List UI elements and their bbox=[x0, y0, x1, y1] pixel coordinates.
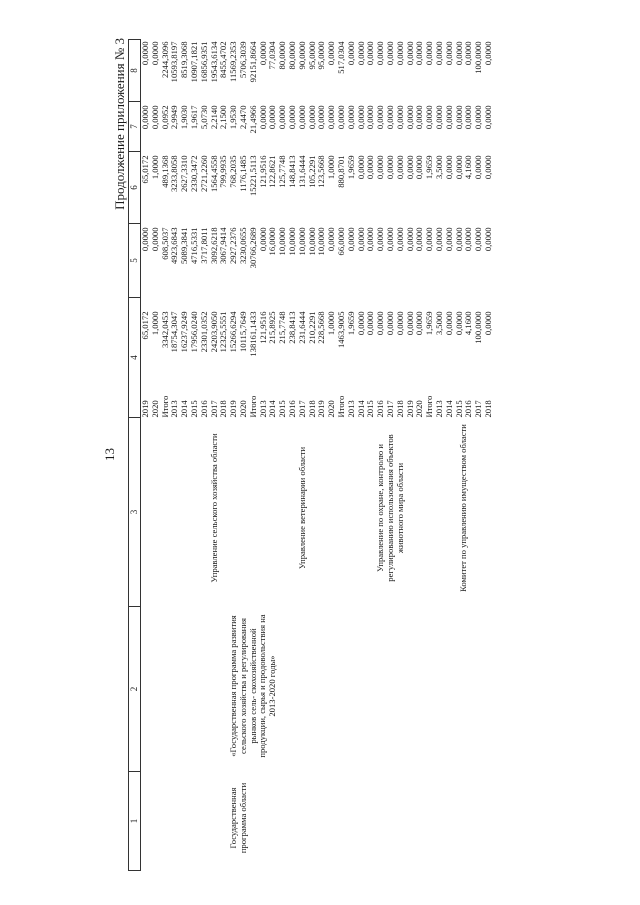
local-cell: 0,0000 bbox=[453, 105, 464, 130]
federal-cell: 0,0000 bbox=[443, 227, 454, 252]
local-cell: 2,2140 bbox=[208, 105, 219, 130]
appendix-table bbox=[128, 39, 494, 871]
federal-cell: 0,0000 bbox=[355, 227, 366, 252]
year-cell: 2015 bbox=[365, 400, 376, 418]
executor-cell: Управление ветеринарии области bbox=[296, 446, 307, 570]
total-cell: 3,5000 bbox=[433, 311, 444, 336]
local-cell: 21,4966 bbox=[247, 105, 258, 134]
year-cell: 2016 bbox=[286, 400, 297, 418]
total-cell: 3342,0453 bbox=[159, 311, 170, 349]
local-cell: 0,0000 bbox=[473, 105, 484, 130]
federal-cell: 3230,0655 bbox=[237, 227, 248, 265]
other-cell: 0,0000 bbox=[365, 41, 376, 66]
col-header-6: 6 bbox=[129, 152, 141, 224]
other-cell: 95,0000 bbox=[306, 41, 317, 70]
local-cell: 0,0000 bbox=[482, 105, 493, 130]
regional-cell: 2330,3472 bbox=[188, 155, 199, 193]
federal-cell: 2927,2376 bbox=[228, 227, 239, 265]
year-cell: 2018 bbox=[218, 400, 229, 418]
other-cell: 90,0000 bbox=[296, 41, 307, 70]
year-cell: 2020 bbox=[149, 400, 160, 418]
total-cell: 12325,5551 bbox=[218, 311, 229, 353]
regional-cell: 0,0000 bbox=[375, 155, 386, 180]
total-cell: 121,9516 bbox=[257, 311, 268, 344]
other-cell: 95,0000 bbox=[316, 41, 327, 70]
total-cell: 238,8413 bbox=[286, 311, 297, 344]
local-cell: 0,0000 bbox=[277, 105, 288, 130]
regional-cell: 880,8701 bbox=[335, 155, 346, 188]
year-cell: 2018 bbox=[482, 400, 493, 418]
other-cell: 92151,8664 bbox=[247, 41, 258, 83]
total-cell: 24203,9050 bbox=[208, 311, 219, 353]
other-cell: 2244,3096 bbox=[159, 41, 170, 79]
total-cell: 0,0000 bbox=[404, 311, 415, 336]
program-type-cell: Государственная программа области bbox=[228, 782, 248, 854]
col-header-8: 8 bbox=[129, 40, 141, 102]
other-cell: 80,0000 bbox=[277, 41, 288, 70]
local-cell: 2,9949 bbox=[169, 105, 180, 130]
total-cell: 4,1600 bbox=[463, 311, 474, 336]
local-cell: 1,9030 bbox=[179, 105, 190, 130]
executor-cell: Комитет по управлению имуществом области bbox=[458, 424, 469, 592]
local-cell: 5,0730 bbox=[198, 105, 209, 130]
local-cell: 0,0952 bbox=[159, 105, 170, 130]
total-cell: 0,0000 bbox=[443, 311, 454, 336]
local-cell: 0,0000 bbox=[326, 105, 337, 130]
total-cell: 16237,9249 bbox=[179, 311, 190, 353]
program-name-cell: «Государственная программа развития сельского хозяйства и регулирования рынков сель- скохозяйственной продукции, сырья и продовольствия на 2013-2020 годы» bbox=[228, 614, 278, 758]
total-cell: 1463,9005 bbox=[335, 311, 346, 349]
other-cell: 0,0000 bbox=[140, 41, 150, 66]
regional-cell: 15221,5113 bbox=[247, 155, 258, 197]
col-header-5: 5 bbox=[129, 224, 141, 298]
year-cell: 2016 bbox=[198, 400, 209, 418]
regional-cell: 3,5000 bbox=[433, 155, 444, 180]
regional-cell: 0,0000 bbox=[404, 155, 415, 180]
local-cell: 0,0000 bbox=[404, 105, 415, 130]
year-cell: 2014 bbox=[355, 400, 366, 418]
local-cell: 2,4470 bbox=[237, 105, 248, 130]
other-cell: 0,0000 bbox=[149, 41, 160, 66]
federal-cell: 0,0000 bbox=[365, 227, 376, 252]
local-cell: 0,0000 bbox=[394, 105, 405, 130]
local-cell: 0,0000 bbox=[345, 105, 356, 130]
year-cell: 2013 bbox=[257, 400, 268, 418]
regional-cell: 2627,3310 bbox=[179, 155, 190, 193]
federal-cell: 10,0000 bbox=[306, 227, 317, 256]
other-cell: 0,0000 bbox=[394, 41, 405, 66]
federal-cell: 3092,6218 bbox=[208, 227, 219, 265]
total-cell: 210,2291 bbox=[306, 311, 317, 344]
other-cell: 0,0000 bbox=[375, 41, 386, 66]
other-cell: 0,0000 bbox=[424, 41, 435, 66]
regional-cell: 1,9659 bbox=[424, 155, 435, 180]
total-cell: 23301,0352 bbox=[198, 311, 209, 353]
total-cell: 231,6444 bbox=[296, 311, 307, 344]
other-cell: 5706,3039 bbox=[237, 41, 248, 79]
local-cell: 0,0000 bbox=[384, 105, 395, 130]
total-cell: 100,0000 bbox=[473, 311, 484, 344]
year-cell: 2020 bbox=[414, 400, 425, 418]
local-cell: 0,0000 bbox=[316, 105, 327, 130]
federal-cell: 10,0000 bbox=[277, 227, 288, 256]
total-cell: 215,7748 bbox=[277, 311, 288, 344]
year-cell: 2017 bbox=[473, 400, 484, 418]
federal-cell: 0,0000 bbox=[384, 227, 395, 252]
other-cell: 77,0304 bbox=[267, 41, 278, 70]
year-cell: 2013 bbox=[433, 400, 444, 418]
federal-cell: 3067,9414 bbox=[218, 227, 229, 265]
year-cell: 2014 bbox=[179, 400, 190, 418]
executor-cell bbox=[141, 418, 171, 607]
year-cell: 2017 bbox=[296, 400, 307, 418]
federal-cell: 0,0000 bbox=[140, 227, 150, 252]
regional-cell: 0,0000 bbox=[473, 155, 484, 180]
year-cell: 2014 bbox=[443, 400, 454, 418]
other-cell: 11569,2353 bbox=[228, 41, 239, 83]
federal-cell: 0,0000 bbox=[473, 227, 484, 252]
federal-cell: 30766,2689 bbox=[247, 227, 258, 269]
year-cell: 2016 bbox=[375, 400, 386, 418]
year-cell: 2015 bbox=[453, 400, 464, 418]
federal-cell: 0,0000 bbox=[394, 227, 405, 252]
local-cell: 0,0000 bbox=[149, 105, 160, 130]
federal-cell: 0,0000 bbox=[453, 227, 464, 252]
federal-cell: 10,0000 bbox=[296, 227, 307, 256]
year-cell: 2013 bbox=[169, 400, 180, 418]
regional-cell: 122,8621 bbox=[267, 155, 278, 188]
regional-cell: 123,5668 bbox=[316, 155, 327, 188]
regional-cell: 2721,2260 bbox=[198, 155, 209, 193]
local-cell: 0,0000 bbox=[375, 105, 386, 130]
regional-cell: 1,0000 bbox=[149, 155, 160, 180]
year-cell: 2015 bbox=[188, 400, 199, 418]
year-cell: 2019 bbox=[228, 400, 239, 418]
total-cell: 1,9659 bbox=[424, 311, 435, 336]
regional-cell: 121,9516 bbox=[257, 155, 268, 188]
regional-cell: 0,0000 bbox=[355, 155, 366, 180]
other-cell: 517,0304 bbox=[335, 41, 346, 74]
local-cell: 0,0000 bbox=[433, 105, 444, 130]
year-cell: 2013 bbox=[345, 400, 356, 418]
local-cell: 0,0000 bbox=[335, 105, 346, 130]
federal-cell: 0,0000 bbox=[326, 227, 337, 252]
total-cell: 0,0000 bbox=[384, 311, 395, 336]
federal-cell: 608,5037 bbox=[159, 227, 170, 260]
col-header-4: 4 bbox=[129, 298, 141, 418]
year-cell: Итого bbox=[159, 395, 170, 418]
regional-cell: 131,6444 bbox=[296, 155, 307, 188]
other-cell: 100,0000 bbox=[473, 41, 484, 74]
federal-cell: 0,0000 bbox=[482, 227, 493, 252]
local-cell: 0,0000 bbox=[267, 105, 278, 130]
other-cell: 0,0000 bbox=[463, 41, 474, 66]
other-cell: 19543,6134 bbox=[208, 41, 219, 83]
federal-cell: 66,0000 bbox=[335, 227, 346, 256]
continuation-note: Продолжение приложения № 3 bbox=[112, 38, 127, 210]
year-cell: 2015 bbox=[277, 400, 288, 418]
table-body bbox=[141, 40, 494, 871]
col-header-7: 7 bbox=[129, 102, 141, 152]
total-cell: 65,0172 bbox=[140, 311, 150, 340]
year-cell: 2016 bbox=[463, 400, 474, 418]
other-cell: 0,0000 bbox=[414, 41, 425, 66]
regional-cell: 148,8413 bbox=[286, 155, 297, 188]
total-cell: 0,0000 bbox=[453, 311, 464, 336]
federal-cell: 3717,8011 bbox=[198, 227, 209, 264]
federal-cell: 0,0000 bbox=[257, 227, 268, 252]
federal-cell: 4923,6843 bbox=[169, 227, 180, 265]
other-cell: 10907,1821 bbox=[188, 41, 199, 83]
regional-cell: 65,0172 bbox=[140, 155, 150, 184]
total-cell: 0,0000 bbox=[375, 311, 386, 336]
federal-cell: 0,0000 bbox=[404, 227, 415, 252]
other-cell: 0,0000 bbox=[443, 41, 454, 66]
regional-cell: 1176,1485 bbox=[237, 155, 248, 192]
local-cell: 0,0000 bbox=[257, 105, 268, 130]
total-cell: 15266,6294 bbox=[228, 311, 239, 353]
regional-cell: 0,0000 bbox=[365, 155, 376, 180]
federal-cell: 0,0000 bbox=[463, 227, 474, 252]
local-cell: 0,0000 bbox=[365, 105, 376, 130]
year-cell: 2018 bbox=[306, 400, 317, 418]
other-cell: 0,0000 bbox=[345, 41, 356, 66]
other-cell: 0,0000 bbox=[433, 41, 444, 66]
other-cell: 0,0000 bbox=[453, 41, 464, 66]
regional-cell: 0,0000 bbox=[414, 155, 425, 180]
other-cell: 16856,9351 bbox=[198, 41, 209, 83]
col-header-1: 1 bbox=[129, 772, 141, 871]
other-cell: 8455,4702 bbox=[218, 41, 229, 79]
year-cell: 2017 bbox=[384, 400, 395, 418]
other-cell: 0,0000 bbox=[384, 41, 395, 66]
local-cell: 0,0000 bbox=[306, 105, 317, 130]
col-header-3: 3 bbox=[129, 418, 141, 607]
federal-cell: 16,0000 bbox=[267, 227, 278, 256]
year-cell: 2018 bbox=[394, 400, 405, 418]
total-cell: 228,5668 bbox=[316, 311, 327, 344]
federal-cell: 0,0000 bbox=[149, 227, 160, 252]
regional-cell: 105,2291 bbox=[306, 155, 317, 188]
regional-cell: 0,0000 bbox=[482, 155, 493, 180]
regional-cell: 125,7748 bbox=[277, 155, 288, 188]
year-cell: 2020 bbox=[237, 400, 248, 418]
year-cell: 2014 bbox=[267, 400, 278, 418]
federal-cell: 5089,3841 bbox=[179, 227, 190, 265]
total-cell: 1,0000 bbox=[326, 311, 337, 336]
year-cell: 2019 bbox=[404, 400, 415, 418]
local-cell: 0,0000 bbox=[296, 105, 307, 130]
page-number: 13 bbox=[102, 448, 117, 461]
federal-cell: 0,0000 bbox=[424, 227, 435, 252]
regional-cell: 3233,8058 bbox=[169, 155, 180, 193]
total-cell: 1,9659 bbox=[345, 311, 356, 336]
total-cell: 0,0000 bbox=[355, 311, 366, 336]
local-cell: 0,0000 bbox=[463, 105, 474, 130]
regional-cell: 489,1368 bbox=[159, 155, 170, 188]
year-cell: 2020 bbox=[326, 400, 337, 418]
rotated-page bbox=[96, 32, 606, 877]
local-cell: 0,0000 bbox=[140, 105, 150, 130]
federal-cell: 0,0000 bbox=[345, 227, 356, 252]
total-cell: 17956,0240 bbox=[188, 311, 199, 353]
regional-cell: 1,0000 bbox=[326, 155, 337, 180]
regional-cell: 4,1600 bbox=[463, 155, 474, 180]
year-cell: 2017 bbox=[208, 400, 219, 418]
total-cell: 138161,1433 bbox=[247, 311, 258, 357]
year-cell: Итого bbox=[424, 395, 435, 418]
executor-cell: Управление по охране, контролю и регулированию использования объектов животного мира области bbox=[375, 434, 405, 582]
federal-cell: 0,0000 bbox=[433, 227, 444, 252]
regional-cell: 1,9659 bbox=[345, 155, 356, 180]
other-cell: 8519,3068 bbox=[179, 41, 190, 79]
total-cell: 18754,3047 bbox=[169, 311, 180, 353]
other-cell: 0,0000 bbox=[482, 41, 493, 66]
total-cell: 10115,7649 bbox=[237, 311, 248, 353]
local-cell: 1,9617 bbox=[188, 105, 199, 130]
regional-cell: 0,0000 bbox=[453, 155, 464, 180]
local-cell: 0,0000 bbox=[424, 105, 435, 130]
other-cell: 80,0000 bbox=[286, 41, 297, 70]
local-cell: 0,0000 bbox=[414, 105, 425, 130]
total-cell: 0,0000 bbox=[414, 311, 425, 336]
other-cell: 0,0000 bbox=[404, 41, 415, 66]
regional-cell: 1564,4558 bbox=[208, 155, 219, 193]
local-cell: 0,0000 bbox=[443, 105, 454, 130]
year-cell: 2019 bbox=[140, 400, 150, 418]
regional-cell: 768,2035 bbox=[228, 155, 239, 188]
executor-cell: Управление сельского хозяйства области bbox=[208, 433, 219, 583]
regional-cell: 799,9935 bbox=[218, 155, 229, 188]
total-cell: 0,0000 bbox=[365, 311, 376, 336]
local-cell: 0,0000 bbox=[355, 105, 366, 130]
col-header-2: 2 bbox=[129, 607, 141, 772]
local-cell: 1,9530 bbox=[228, 105, 239, 130]
total-cell: 0,0000 bbox=[394, 311, 405, 336]
total-cell: 0,0000 bbox=[482, 311, 493, 336]
year-cell: Итого bbox=[247, 395, 258, 418]
other-cell: 0,0000 bbox=[257, 41, 268, 66]
local-cell: 0,0000 bbox=[286, 105, 297, 130]
other-cell: 0,0000 bbox=[355, 41, 366, 66]
regional-cell: 0,0000 bbox=[384, 155, 395, 180]
year-cell: 2019 bbox=[316, 400, 327, 418]
regional-cell: 0,0000 bbox=[394, 155, 405, 180]
other-cell: 10593,8197 bbox=[169, 41, 180, 83]
federal-cell: 10,0000 bbox=[286, 227, 297, 256]
total-cell: 1,0000 bbox=[149, 311, 160, 336]
local-cell: 2,1500 bbox=[218, 105, 229, 130]
year-cell: Итого bbox=[335, 395, 346, 418]
column-number-row bbox=[129, 40, 141, 871]
regional-cell: 0,0000 bbox=[443, 155, 454, 180]
other-cell: 0,0000 bbox=[326, 41, 337, 66]
federal-cell: 0,0000 bbox=[375, 227, 386, 252]
federal-cell: 0,0000 bbox=[414, 227, 425, 252]
total-cell: 215,8925 bbox=[267, 311, 278, 344]
federal-cell: 4716,5331 bbox=[188, 227, 199, 265]
federal-cell: 10,0000 bbox=[316, 227, 327, 256]
